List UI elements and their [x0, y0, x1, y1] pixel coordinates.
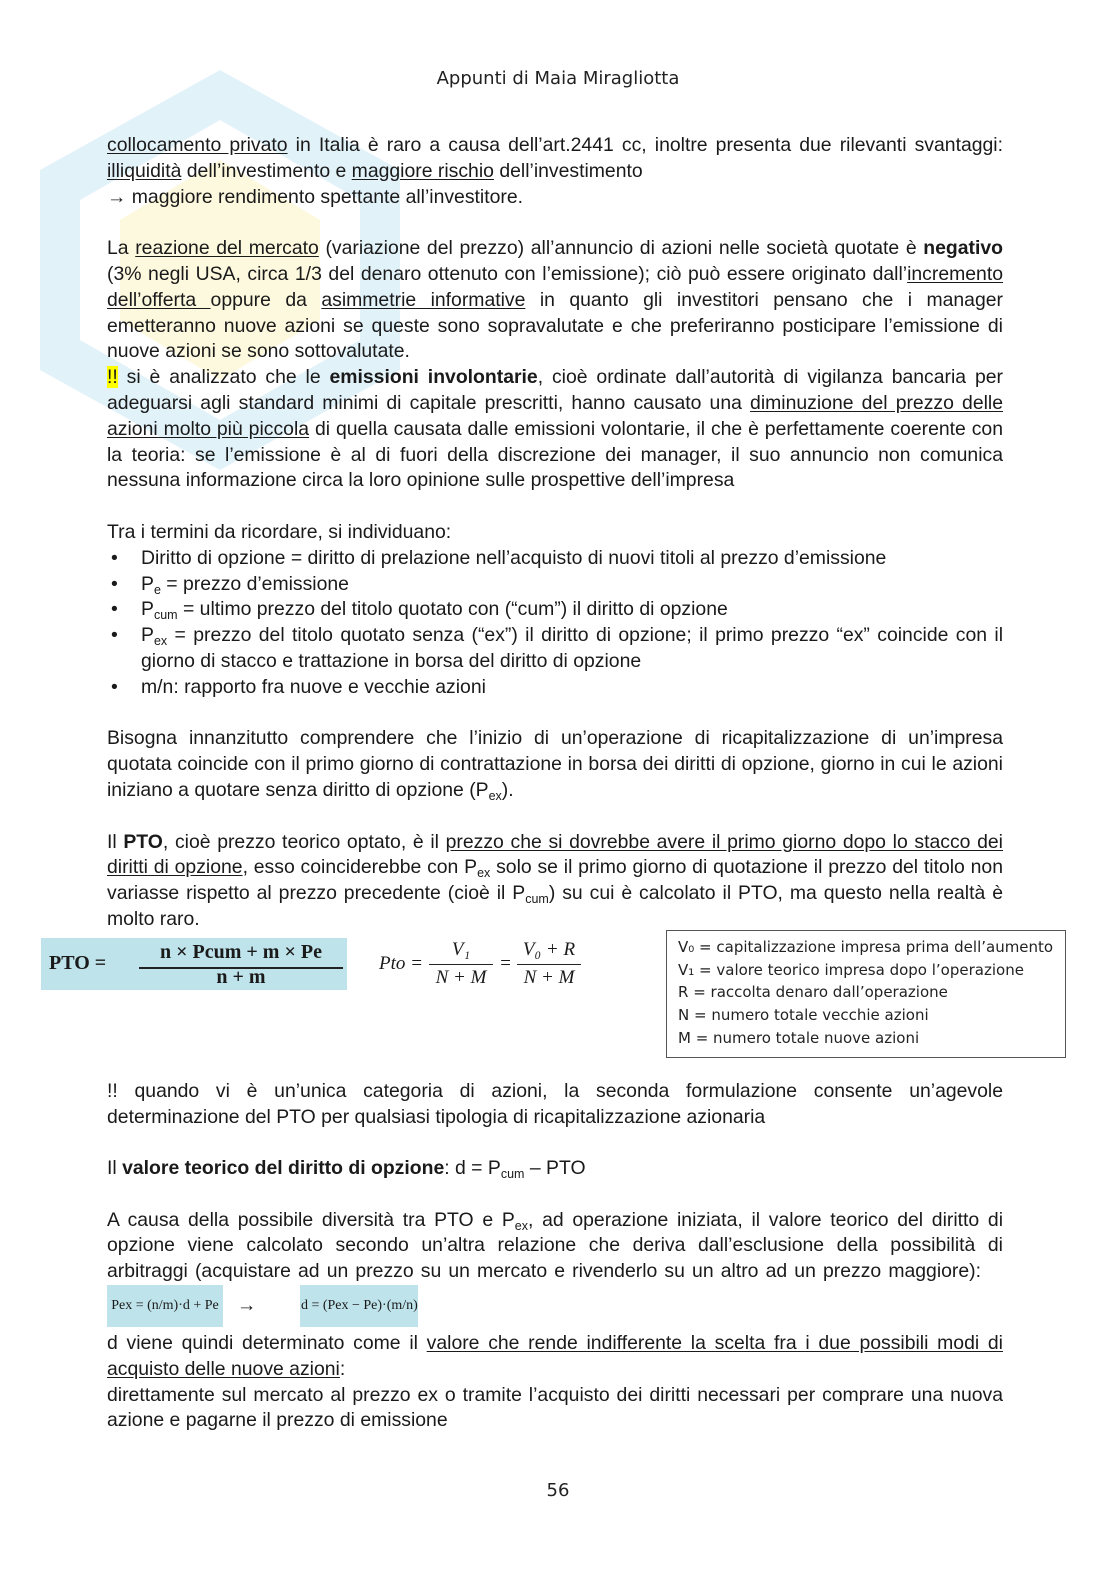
paragraph-pto: Il PTO, cioè prezzo teorico optato, è il prezzo che si dovrebbe avere il primo giorno dopo lo stacco dei diritti di opzione, esso coinciderebbe con $P_{ex}$ solo se il primo giorno di quotazione il prezzo del titolo non variasse rispetto al prezzo precedente (cioè il $P_{cum}$) su cui è calcolato il PTO, ma questo nella realtà è molto raro. — [107, 830, 1004, 930]
paragraph-arbitrage: A causa della possibile diversità tra PTO e $P_{ex}$, ad operazione iniziata, il valore teorico del diritto di opzione viene calcolato secondo un’altra relazione che deriva dall’esclusione della possibilità di arbitraggi (acquistare ad un prezzo su un mercato e rivenderlo su un altro ad un prezzo maggiore):Pex = (n/m)·d + Pe → d = (Pex − Pe)·(m/n) — [107, 1208, 1003, 1327]
terms-list — [107, 546, 1003, 701]
pto2-fraction-1: $\frac{\text{V₁}}{N + M}$ — [429, 937, 493, 991]
d-equation-image: d = (Pex − Pe)·(m/n) — [300, 1285, 418, 1327]
paragraph-market-reaction: La reazione del mercato (variazione del prezzo) all’annuncio di azioni nelle società quotate è negativo (3% negli USA, circa 1/3 del denaro ottenuto con l’emissione); ciò può essere originato dall’incremento dell’offerta oppure da asimmetrie informative in quanto gli investitori pensano che i manager emetteranno nuove azioni se queste sono sopravalutate e che preferiranno posticipare l’emissione di nuove azioni se sono sottovalutate. — [107, 237, 1004, 363]
paragraph-arrow-line: → maggiore rendimento spettante all’investitore. — [107, 185, 524, 208]
legend-item: N = numero totale vecchie azioni — [678, 1006, 929, 1025]
paragraph-d-determination: d viene quindi determinato come il valore che rende indifferente la scelta fra i due possibili modi di acquisto delle nuove azioni: — [107, 1332, 1003, 1380]
list-item: • Diritto di opzione = diritto di prelazione nell’acquisto di nuovi titoli al prezzo d’emissione — [107, 546, 1003, 572]
paragraph-involuntary-issues: !! si è analizzato che le emissioni involontarie, cioè ordinate dall’autorità di vigilanza bancaria per adeguarsi agli standard minimi di capitale prescritti, hanno causato una diminuzione del prezzo delle azioni molto più piccola di quella causata dalle emissioni volontarie, il che è perfettamente coerente con la teoria: se l’emissione è al di fuori della discrezione dei manager, il suo annuncio non comunica nessuna informazione circa la loro opinione sulle prospettive dell’impresa — [107, 366, 1004, 492]
paragraph-single-category: !! quando vi è un’unica categoria di azioni, la seconda formulazione consente un’agevole determinazione del PTO per qualsiasi tipologia di ricapitalizzazione azionaria — [107, 1079, 1003, 1128]
legend-item: M = numero totale nuove azioni — [678, 1028, 920, 1047]
terms-intro: Tra i termini da ricordare, si individuano: — [107, 520, 452, 543]
pex-equation-image: Pex = (n/m)·d + Pe — [107, 1285, 223, 1327]
pto2-fraction-2: $\frac{\text{V₀ + R}}{N + M}$ — [517, 937, 581, 991]
pto-formula-lhs: PTO = — [49, 951, 107, 974]
pto-value-formula — [379, 935, 589, 991]
pto-formula-denominator: n + m — [216, 965, 266, 988]
page-number: 56 — [546, 1480, 570, 1501]
legend-item: V₀ = capitalizzazione impresa prima dell’aumento — [678, 937, 1054, 956]
document-body — [49, 133, 1054, 1434]
arrow-symbol: → — [237, 1294, 257, 1317]
legend-item: V₁ = valore teorico impresa dopo l’operazione — [678, 960, 1024, 979]
list-item: • $P_e$ = prezzo d’emissione — [107, 572, 1003, 598]
paragraph-recapitalization: Bisogna innanzitutto comprendere che l’inizio di un’operazione di ricapitalizzazione di un’impresa quotata coincide con il primo giorno di contrattazione in borsa dei diritti di opzione, giorno in cui le azioni iniziano a quotare senza diritto di opzione $(P_{ex})$. — [107, 727, 1003, 803]
list-item: • $P_{cum}$ = ultimo prezzo del titolo quotato con (“cum”) il diritto di opzione — [107, 597, 1003, 623]
legend-item: R = raccolta denaro dall’operazione — [678, 983, 948, 1002]
pto2-equals: = — [499, 952, 512, 974]
variables-legend-box — [666, 930, 1066, 1058]
list-item: • m/n: rapporto fra nuove e vecchie azioni — [107, 675, 1003, 701]
pto2-lhs: Pto = — [379, 952, 423, 974]
paragraph-option-value: Il valore teorico del diritto di opzione: $d = P_{cum}$ – PTO — [107, 1157, 586, 1182]
list-item: • $P_{ex}$ = prezzo del titolo quotato senza (“ex”) il diritto di opzione; il primo prezzo “ex” coincide con il giorno di stacco e trattazione in borsa del diritto di opzione — [107, 623, 1003, 675]
paragraph-purchase-methods: direttamente sul mercato al prezzo ex o tramite l’acquisto dei diritti necessari per comprare una nuova azione e pagarne il prezzo di emissione — [107, 1383, 1003, 1432]
pto-formula-image — [41, 938, 347, 990]
pto-formula-numerator: n × Pcum + m × Pe — [139, 940, 343, 969]
paragraph-private-placement: collocamento privato in Italia è raro a causa dell’art.2441 cc, inoltre presenta due rilevanti svantaggi: illiquidità dell’investimento e maggiore rischio dell’investimento — [107, 134, 1004, 182]
page-header: Appunti di Maia Miragliotta — [436, 68, 680, 89]
formula-row — [49, 933, 1054, 1079]
